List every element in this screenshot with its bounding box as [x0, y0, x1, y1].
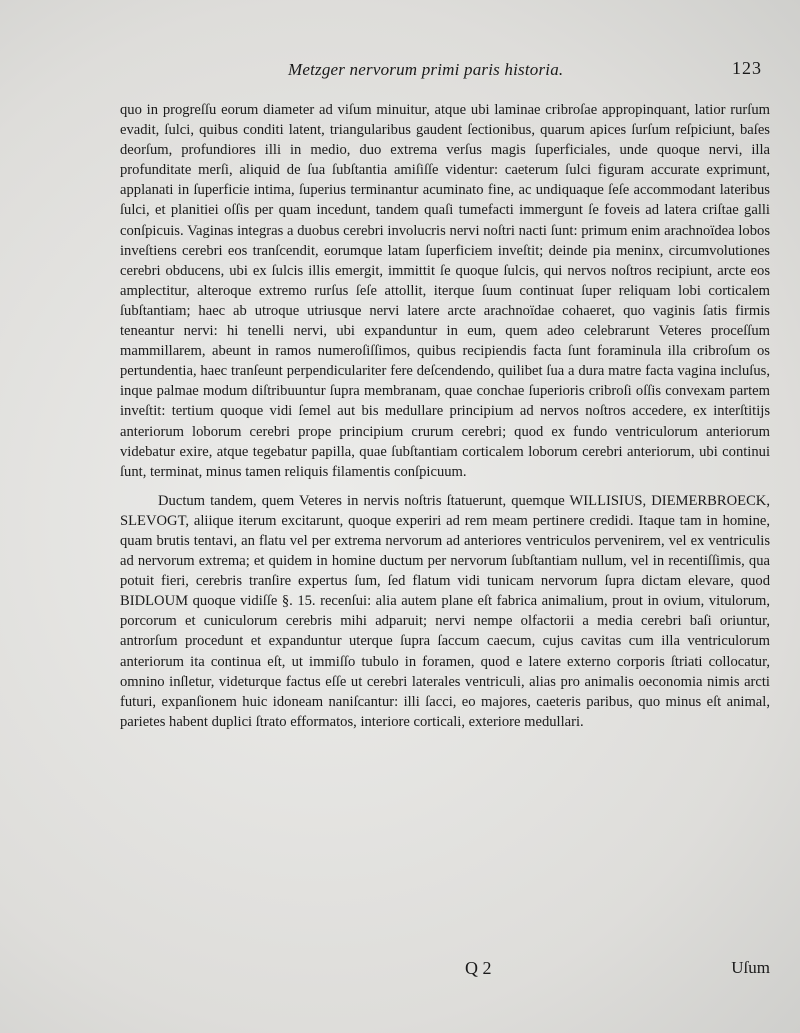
catchword: Uſum: [731, 958, 770, 977]
paragraph-1: quo in progreſſu eorum diameter ad viſum minuitur, atque ubi laminae cribroſae appropinquant, latior rurſum evadit, ſulci, quibus conditi latent, triangularibus gaudent ſectionibus, quarum apices ſurſum reſpiciunt, baſes deorſum, profundiores illi in medio, duo extrema verſus magis ſuperficiales, unde quoque nervi, illa profunditate merſi, aliquid de ſua ſubſtantia amiſiſſe videntur: caeterum ſulci figuram accurate exprimunt, applanati in ſuperficie intima, ſuperius terminantur acuminato fine, ac undiquaque ſeſe accommodant lateribus ſulci, et planitiei oſſis per quam incedunt, tandem quaſi tumefacti immergunt ſe foveis ad latera criſtae galli conſpicuis. Vaginas integras a duobus cerebri involucris nervi noſtri nacti ſunt: primum enim arachnoïdea lobos inveſtiens cerebri eos tranſcendit, eorumque latam ſuperficiem inveſtit; deinde pia meninx, circumvolutiones cerebri obducens, ubi ex ſulcis illis emergit, immittit ſe quoque ſulcis, qui nervos noſtros recipiunt, arcte eos amplectitur, alteroque extremo rurſus ſeſe attollit, iterque ſuum continuat ſuper reliquam lobi corticalem ſubſtantiam; haec ab utroque utriusque nervi latere arcte arachnoïdae cohaeret, quo vaginis ſatis firmis teneantur nervi: hi tenelli nervi, ubi expanduntur in eum, quem adeo celebrarunt Veteres proceſſum mammillarem, abeunt in ramos numeroſiſſimos, quibus recipiendis facta ſunt foraminula illa cribroſum os pertundentia, haec tranſeunt perpendiculariter fere deſcendendo, quilibet ſua a dura matre facta vagina incluſus, inque palmae modum diſtribuuntur ſupra membranam, quae conchae ſuperioris cribroſi oſſis convexam partem inveſtit: tertium quoque vidi ſemel aut bis medullare principium ad nervos noſtros accedere, ex interſtitijs anteriorum loborum cerebri prope principium crurum cerebri; quod ex fundo ventriculorum anteriorum videbatur exire, atque tegebatur papilla, quae ſubſtantiam corticalem loborum cerebri anteriorum, ubi continui ſunt, terminat, minus tamen reliquis filamentis conſpicuum.: [120, 102, 770, 480]
body-text: [120, 100, 770, 732]
paragraph-2: Ductum tandem, quem Veteres in nervis noſtris ſtatuerunt, quemque WILLISIUS, DIEMERBROECK, SLEVOGT, aliique iterum excitarunt, quoque experiri ad rem meam pertinere credidi. Itaque tam in homine, quam brutis tentavi, an flatu vel per extrema nervorum ad anteriores ventriculos pervenirem, vel ex ventriculis ad nervorum extrema; et quidem in homine ductum per nervorum ſubſtantiam nullum, vel in recentiſſimis, qua potuit fieri, cerebris tranſire expertus ſum, ſed flatum vidi tunicam nervorum ſupra dictam elevare, quod BIDLOUM quoque vidiſſe §. 15. recenſui: alia autem plane eſt fabrica animalium, prout in ovium, vitulorum, porcorum et cuniculorum cerebris mihi adparuit; nervi nempe olfactorii a media cerebri baſi oriuntur, antrorſum procedunt et expanduntur uterque ſupra ſaccum caecum, cujus cavitas cum illa ventriculorum anteriorum ita continua eſt, ut immiſſo tubulo in foramen, quod e latere externo corporis ſtriati collocatur, omnino inſletur, videturque factus eſſe ut cerebri laterales ventriculi, alias pro animalis oeconomia nimis arcti futuri, expanſionem huic idoneam naniſcantur: illi ſacci, eo majores, caeteris paribus, quo minus eſt animal, parietes habent duplici ſtrato efformatos, interiore corticali, exteriore medullari.: [120, 492, 770, 730]
page-number: 123: [732, 58, 762, 78]
page-footer: [120, 958, 770, 984]
page-header: [120, 58, 770, 88]
signature-mark: Q 2: [465, 958, 492, 978]
running-title: Metzger nervorum primi paris historia.: [288, 60, 564, 79]
